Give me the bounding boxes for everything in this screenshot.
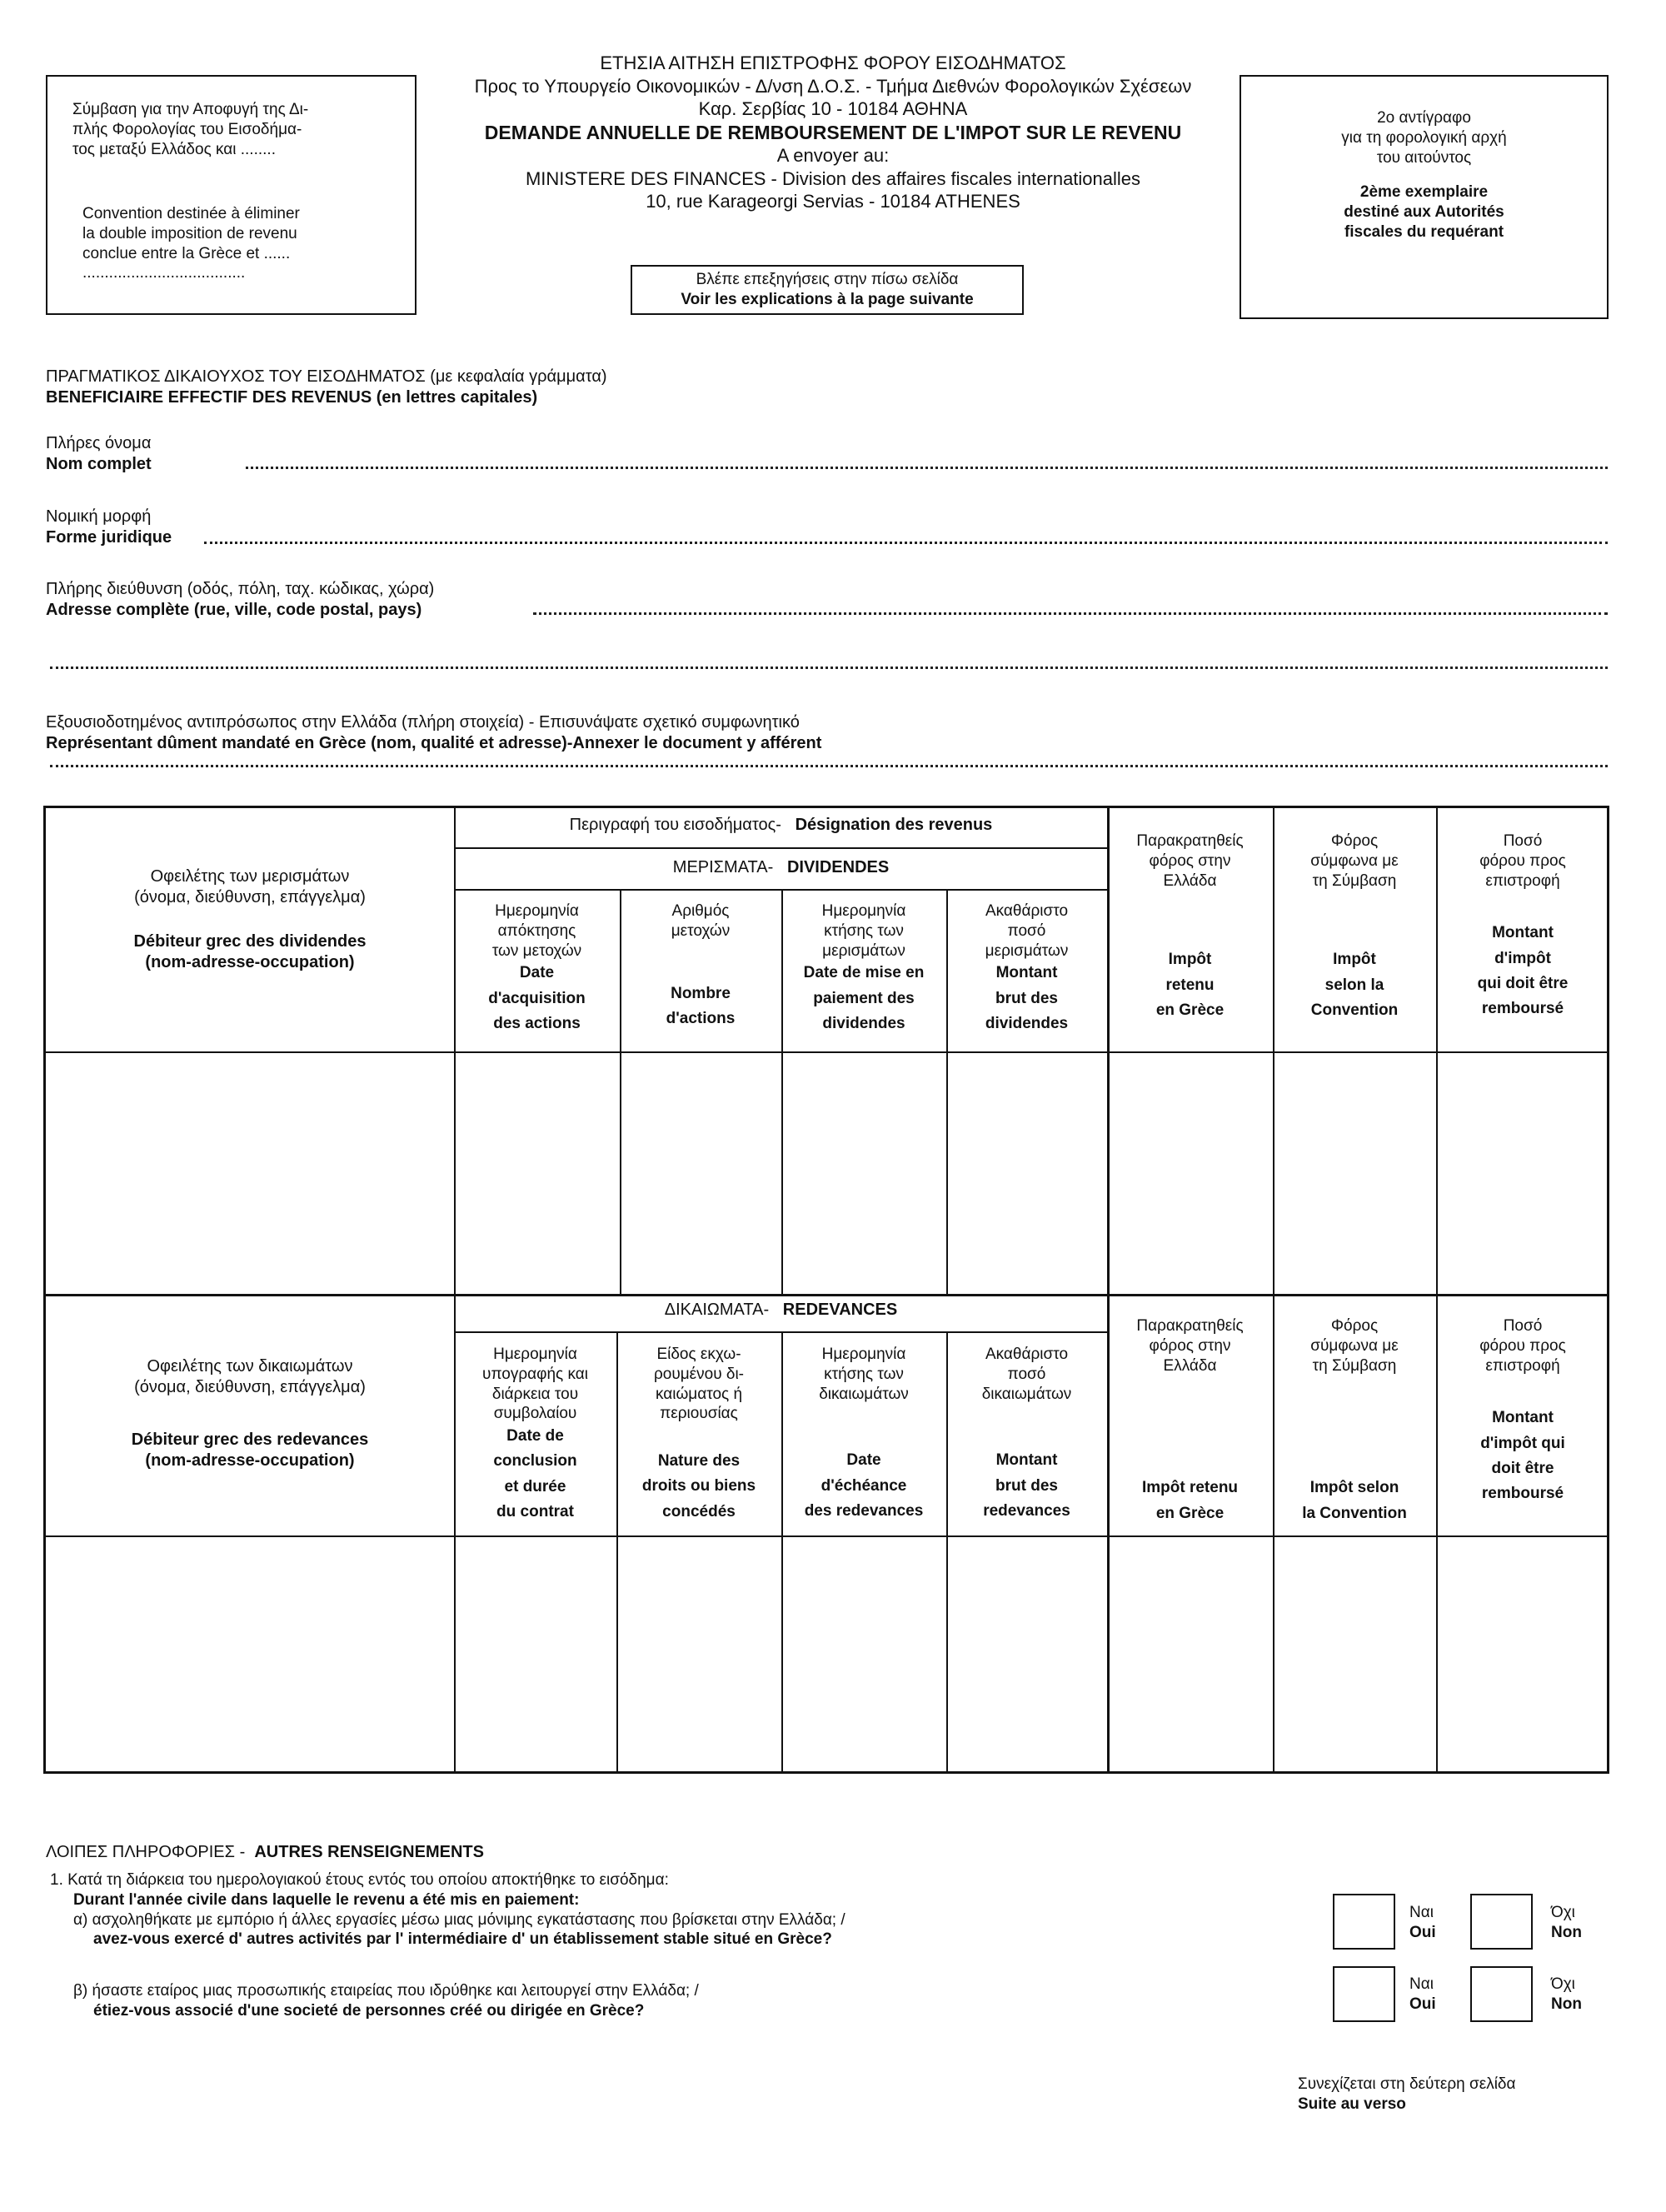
col-fr: du contrat <box>496 1503 574 1521</box>
royalty-debtor-gr: Οφειλέτης των δικαιωμάτων <box>147 1357 353 1376</box>
col-gr: μερισμάτων <box>985 941 1069 960</box>
col-fr: Nature des <box>657 1452 741 1470</box>
address-label-gr: Πλήρης διεύθυνση (οδός, πόλη, ταχ. κώδικας, χώρα) <box>46 580 435 598</box>
table-divider <box>454 889 1108 891</box>
col-fr: Date <box>846 1451 881 1470</box>
col-fr: redevances <box>983 1502 1070 1520</box>
copy-box <box>1240 75 1609 319</box>
royalty-debtor-fr: Débiteur grec des redevances <box>131 1431 369 1449</box>
royalties-section-header <box>454 1300 1108 1321</box>
dividend-debtor-fr: Débiteur grec des dividendes <box>133 932 367 951</box>
yes-gr: Ναι <box>1409 1975 1434 1993</box>
question-b <box>73 1981 699 2021</box>
withheld-tax-header <box>1107 831 1273 1023</box>
qb-gr: β) ήσαστε εταίρος μιας προσωπικής εταιρείας που ιδρύθηκε και λειτουργεί στην Ελλάδα; / <box>73 1982 699 2000</box>
dividends-entry-area[interactable] <box>46 1053 1607 1293</box>
col-gr: Φόρος <box>1330 1317 1379 1335</box>
col-fr: retenu <box>1165 976 1215 994</box>
col-gr: απόκτησης <box>497 921 576 940</box>
col-gr: Ελλάδα <box>1163 871 1217 890</box>
header-title-gr: ΕΤΗΣΙΑ ΑΙΤΗΣΗ ΕΠΙΣΤΡΟΦΗΣ ΦΟΡΟΥ ΕΙΣΟΔΗΜΑΤΟΣ <box>600 52 1066 73</box>
col-fr: d'impôt <box>1494 949 1551 967</box>
qb-yes-checkbox[interactable] <box>1333 1966 1395 2022</box>
qa-fr: avez-vous exercé d' autres activités par l' intermédiaire d' un établissement stable situé en Grèce? <box>93 1930 832 1949</box>
col-fr: Impôt retenu <box>1141 1479 1239 1497</box>
yes-fr: Oui <box>1409 1923 1436 1941</box>
col-gr: κτήσης των <box>824 1365 904 1383</box>
col-gr: Παρακρατηθείς <box>1136 832 1244 850</box>
col-gr: Αριθμός <box>671 902 730 920</box>
col-gr: Ημερομηνία <box>493 1346 577 1363</box>
col-gr: επιστροφή <box>1485 1356 1560 1375</box>
col-fr: des actions <box>493 1015 581 1033</box>
copy-gr-line: του αιτούντος <box>1376 148 1472 167</box>
royalty-debtor-gr: (όνομα, διεύθυνση, επάγγελμα) <box>134 1378 366 1396</box>
col-fr: d'actions <box>666 1009 736 1027</box>
col-gr: μερισμάτων <box>822 941 905 960</box>
contract-date-header <box>454 1345 616 1525</box>
col-fr: en Grèce <box>1155 1001 1225 1020</box>
col-fr: brut des <box>995 1476 1058 1495</box>
col-gr: Ημερομηνία <box>821 902 906 920</box>
address-label <box>46 579 434 621</box>
explanations-note <box>631 265 1024 315</box>
full-name-label-gr: Πλήρες όνομα <box>46 434 152 452</box>
income-description-header <box>454 815 1108 836</box>
copy-fr-line: fiscales du requérant <box>1344 222 1504 241</box>
representative-field[interactable] <box>50 765 1608 767</box>
continued-fr: Suite au verso <box>1298 2095 1406 2113</box>
qa-yes-checkbox[interactable] <box>1333 1894 1395 1950</box>
royalties-entry-area[interactable] <box>46 1537 1607 1772</box>
col-fr: Impôt <box>1333 951 1376 969</box>
col-gr: ρουμένου δι- <box>653 1365 745 1383</box>
dividend-debtor-gr: Οφειλέτης των μερισμάτων <box>150 867 350 886</box>
col-gr: μετοχών <box>671 921 731 940</box>
col-fr: dividendes <box>822 1015 905 1033</box>
copy-gr-line: για τη φορολογική αρχή <box>1341 128 1507 147</box>
col-fr: et durée <box>504 1477 566 1495</box>
legal-form-label-gr: Νομική μορφή <box>46 507 152 526</box>
other-info-title-gr: ΛΟΙΠΕΣ ΠΛΗΡΟΦΟΡΙΕΣ - <box>46 1843 246 1861</box>
note-fr: Voir les explications à la page suivante <box>681 290 974 308</box>
col-gr: Παρακρατηθείς <box>1136 1317 1244 1335</box>
header-ministry-fr: MINISTERE DES FINANCES - Division des affaires fiscales internationalles <box>525 167 1141 189</box>
legal-form-label <box>46 507 172 548</box>
col-gr: ποσό <box>1007 1365 1046 1383</box>
number-of-shares-header <box>620 901 781 1031</box>
col-fr: la Convention <box>1302 1504 1407 1522</box>
col-gr: φόρος στην <box>1149 1336 1231 1355</box>
header-address-fr: 10, rue Karageorgi Servias - 10184 ATHENES <box>646 191 1020 212</box>
col-gr: υπογραφής και <box>482 1365 588 1383</box>
beneficiary-title <box>46 367 607 408</box>
full-name-field[interactable] <box>246 467 1608 469</box>
col-gr: κτήσης των <box>824 921 904 940</box>
header-send-to: A envoyer au: <box>776 145 890 167</box>
other-info-title <box>46 1843 484 1862</box>
representative-label-fr: Représentant dûment mandaté en Grèce (nom, qualité et adresse)-Annexer le document y afférent <box>46 734 822 752</box>
convention-french <box>82 204 300 283</box>
col-gr: δικαιωμάτων <box>819 1385 909 1403</box>
convention-fr-line: Convention destinée à éliminer <box>82 205 300 222</box>
acquisition-date-header <box>454 901 620 1036</box>
col-gr: Ημερομηνία <box>495 902 579 920</box>
income-desc-fr: Désignation des revenus <box>795 816 993 834</box>
copy-french <box>1241 182 1607 242</box>
col-fr: en Grèce <box>1155 1504 1225 1522</box>
col-gr: Ακαθάριστο <box>985 902 1069 920</box>
col-fr: dividendes <box>985 1015 1069 1033</box>
question-1 <box>50 1870 845 1950</box>
other-info-title-fr: AUTRES RENSEIGNEMENTS <box>254 1843 484 1861</box>
col-fr: Montant <box>995 964 1058 982</box>
header-address-gr: Καρ. Σερβίας 10 - 10184 ΑΘΗΝΑ <box>698 98 968 119</box>
note-gr: Βλέπε επεξηγήσεις στην πίσω σελίδα <box>696 271 959 288</box>
full-name-label-fr: Nom complet <box>46 455 152 473</box>
royalty-debtor-header <box>46 1356 454 1471</box>
col-fr: remboursé <box>1481 1000 1564 1018</box>
col-gr: διάρκεια του <box>491 1385 579 1403</box>
refund-amount-header <box>1436 831 1609 1022</box>
full-name-label <box>46 433 152 475</box>
qb-yes-label <box>1409 1975 1436 2015</box>
col-gr: Ελλάδα <box>1163 1356 1217 1375</box>
convention-fr-line: ..................................... <box>82 264 246 282</box>
payment-date-header <box>781 901 946 1036</box>
gross-royalties-header <box>946 1345 1107 1524</box>
royalties-gr: ΔΙΚΑΙΩΜΑΤΑ- <box>664 1301 770 1319</box>
convention-fr-line: la double imposition de revenu <box>82 224 297 242</box>
copy-fr-line: destiné aux Autorités <box>1344 203 1504 221</box>
dividends-fr: DIVIDENDES <box>786 858 890 876</box>
income-desc-gr: Περιγραφή του εισοδήματος- <box>569 816 781 834</box>
col-fr: Montant <box>995 1451 1058 1470</box>
header-addressee-gr: Προς το Υπουργείο Οικονομικών - Δ/νση Δ.Ο.Σ. - Τμήμα Διεθνών Φορολογικών Σχέσεων <box>474 75 1192 97</box>
col-fr: d'impôt qui <box>1480 1434 1565 1452</box>
col-gr: καιώματος ή <box>655 1385 743 1403</box>
qa-no-label <box>1551 1903 1582 1943</box>
col-fr: d'acquisition <box>488 989 586 1007</box>
col-fr: qui doit être <box>1477 975 1569 993</box>
royalties-fr: REDEVANCES <box>782 1301 898 1319</box>
qb-no-label <box>1551 1975 1582 2015</box>
convention-gr-line: τος μεταξύ Ελλάδος και ........ <box>72 140 276 158</box>
col-fr: Montant <box>1492 1409 1554 1427</box>
representative-label-gr: Εξουσιοδοτημένος αντιπρόσωπος στην Ελλάδα (πλήρη στοιχεία) - Επισυνάψατε σχετικό συμφωνητικό <box>46 713 800 732</box>
col-gr: των μετοχών <box>491 941 582 960</box>
legal-form-label-fr: Forme juridique <box>46 528 172 547</box>
dividends-gr: ΜΕΡΙΣΜΑΤΑ- <box>672 858 774 876</box>
col-gr: Είδος εκχω- <box>656 1346 741 1363</box>
col-fr: selon la <box>1324 976 1384 994</box>
dividend-debtor-fr: (nom-adresse-occupation) <box>145 953 355 971</box>
table-divider <box>454 847 1108 849</box>
withheld-tax-header <box>1107 1316 1273 1526</box>
qa-gr: α) ασχοληθήκατε με εμπόριο ή άλλες εργασίες μέσω μιας μόνιμης εγκατάστασης που βρίσκεται στην Ελλάδα; / <box>73 1910 845 1929</box>
no-gr: Όχι <box>1551 1904 1575 1921</box>
legal-form-field[interactable] <box>204 542 1608 544</box>
due-date-header <box>781 1345 946 1524</box>
col-gr: Ακαθάριστο <box>985 1346 1069 1363</box>
col-gr: επιστροφή <box>1485 871 1560 890</box>
col-fr: Impôt <box>1168 951 1212 969</box>
gross-dividends-header <box>946 901 1107 1036</box>
col-fr: conclusion <box>493 1452 577 1471</box>
convention-gr-line: πλής Φορολογίας του Εισοδήμα- <box>72 120 302 138</box>
beneficiary-title-gr: ΠΡΑΓΜΑΤΙΚΟΣ ΔΙΚΑΙΟΥΧΟΣ ΤΟΥ ΕΙΣΟΔΗΜΑΤΟΣ (με κεφαλαία γράμματα) <box>46 367 607 386</box>
right-nature-header <box>616 1345 781 1525</box>
address-field[interactable] <box>533 612 1608 615</box>
col-fr: droits ou biens <box>641 1477 756 1495</box>
col-gr: φόρου προς <box>1479 851 1566 870</box>
form-header <box>433 52 1233 213</box>
col-fr: d'échéance <box>821 1476 907 1495</box>
q1-gr: 1. Κατά τη διάρκεια του ημερολογιακού έτους εντός του οποίου αποκτήθηκε το εισόδημα: <box>50 1871 669 1889</box>
col-gr: Ημερομηνία <box>821 1346 906 1363</box>
royalty-debtor-fr: (nom-adresse-occupation) <box>145 1451 355 1470</box>
col-fr: brut des <box>995 989 1058 1007</box>
convention-tax-header <box>1273 831 1436 1023</box>
col-gr: σύμφωνα με <box>1310 1336 1399 1355</box>
dividend-debtor-gr: (όνομα, διεύθυνση, επάγγελμα) <box>134 888 366 906</box>
no-fr: Non <box>1551 1923 1582 1941</box>
refund-amount-header <box>1436 1316 1609 1507</box>
dividend-debtor-header <box>46 866 454 973</box>
qb-no-checkbox[interactable] <box>1470 1966 1533 2022</box>
col-gr: τη Σύμβαση <box>1312 871 1397 890</box>
dividends-section-header <box>454 857 1108 878</box>
convention-tax-header <box>1273 1316 1436 1526</box>
col-fr: remboursé <box>1481 1485 1564 1503</box>
col-gr: φόρου προς <box>1479 1336 1566 1355</box>
col-gr: Ποσό <box>1503 832 1543 850</box>
col-fr: Date de mise en <box>803 964 925 982</box>
table-divider <box>43 1294 1609 1296</box>
address-label-fr: Adresse complète (rue, ville, code postal, pays) <box>46 601 422 619</box>
col-fr: Impôt selon <box>1309 1479 1399 1497</box>
header-title-fr: DEMANDE ANNUELLE DE REMBOURSEMENT DE L'IMPOT SUR LE REVENU <box>484 121 1182 143</box>
copy-fr-line: 2ème exemplaire <box>1359 183 1489 202</box>
col-gr: ποσό <box>1007 921 1046 940</box>
col-fr: Nombre <box>671 984 731 1002</box>
copy-gr-line: 2ο αντίγραφο <box>1377 109 1471 127</box>
col-fr: Date <box>519 964 555 982</box>
convention-fr-line: conclue entre la Grèce et ...... <box>82 244 291 262</box>
qa-yes-label <box>1409 1903 1436 1943</box>
col-fr: concédés <box>662 1502 736 1520</box>
copy-greek <box>1241 108 1607 167</box>
col-gr: τη Σύμβαση <box>1312 1356 1397 1375</box>
beneficiary-title-fr: BENEFICIAIRE EFFECTIF DES REVENUS (en lettres capitales) <box>46 388 538 407</box>
continued-gr: Συνεχίζεται στη δεύτερη σελίδα <box>1298 2075 1516 2093</box>
yes-gr: Ναι <box>1409 1904 1434 1921</box>
convention-gr-line: Σύμβαση για την Αποφυγή της Δι- <box>72 101 309 118</box>
col-fr: Montant <box>1492 924 1554 942</box>
col-gr: Φόρος <box>1330 832 1379 850</box>
col-fr: Convention <box>1310 1001 1399 1020</box>
qb-fr: étiez-vous associé d'une societé de personnes créé ou dirigée en Grèce? <box>93 2001 645 2020</box>
no-gr: Όχι <box>1551 1975 1575 1993</box>
representative-label <box>46 712 821 754</box>
col-fr: des redevances <box>804 1502 924 1520</box>
col-gr: φόρος στην <box>1149 851 1231 870</box>
continued-note <box>1298 2075 1516 2115</box>
qa-no-checkbox[interactable] <box>1470 1894 1533 1950</box>
col-gr: συμβολαίου <box>493 1405 577 1423</box>
q1-fr: Durant l'année civile dans laquelle le revenu a été mis en paiement: <box>73 1890 580 1909</box>
col-fr: paiement des <box>813 989 915 1007</box>
convention-box <box>46 75 416 315</box>
yes-fr: Oui <box>1409 1995 1436 2013</box>
col-fr: Date de <box>506 1427 564 1445</box>
address-field-line2[interactable] <box>50 667 1608 669</box>
convention-greek <box>72 100 308 159</box>
col-fr: doit être <box>1491 1460 1554 1478</box>
col-gr: περιουσίας <box>660 1405 738 1423</box>
col-gr: Ποσό <box>1503 1317 1543 1335</box>
col-gr: σύμφωνα με <box>1310 851 1399 870</box>
table-divider <box>454 1331 1108 1333</box>
col-gr: δικαιωμάτων <box>981 1385 1072 1403</box>
no-fr: Non <box>1551 1995 1582 2013</box>
